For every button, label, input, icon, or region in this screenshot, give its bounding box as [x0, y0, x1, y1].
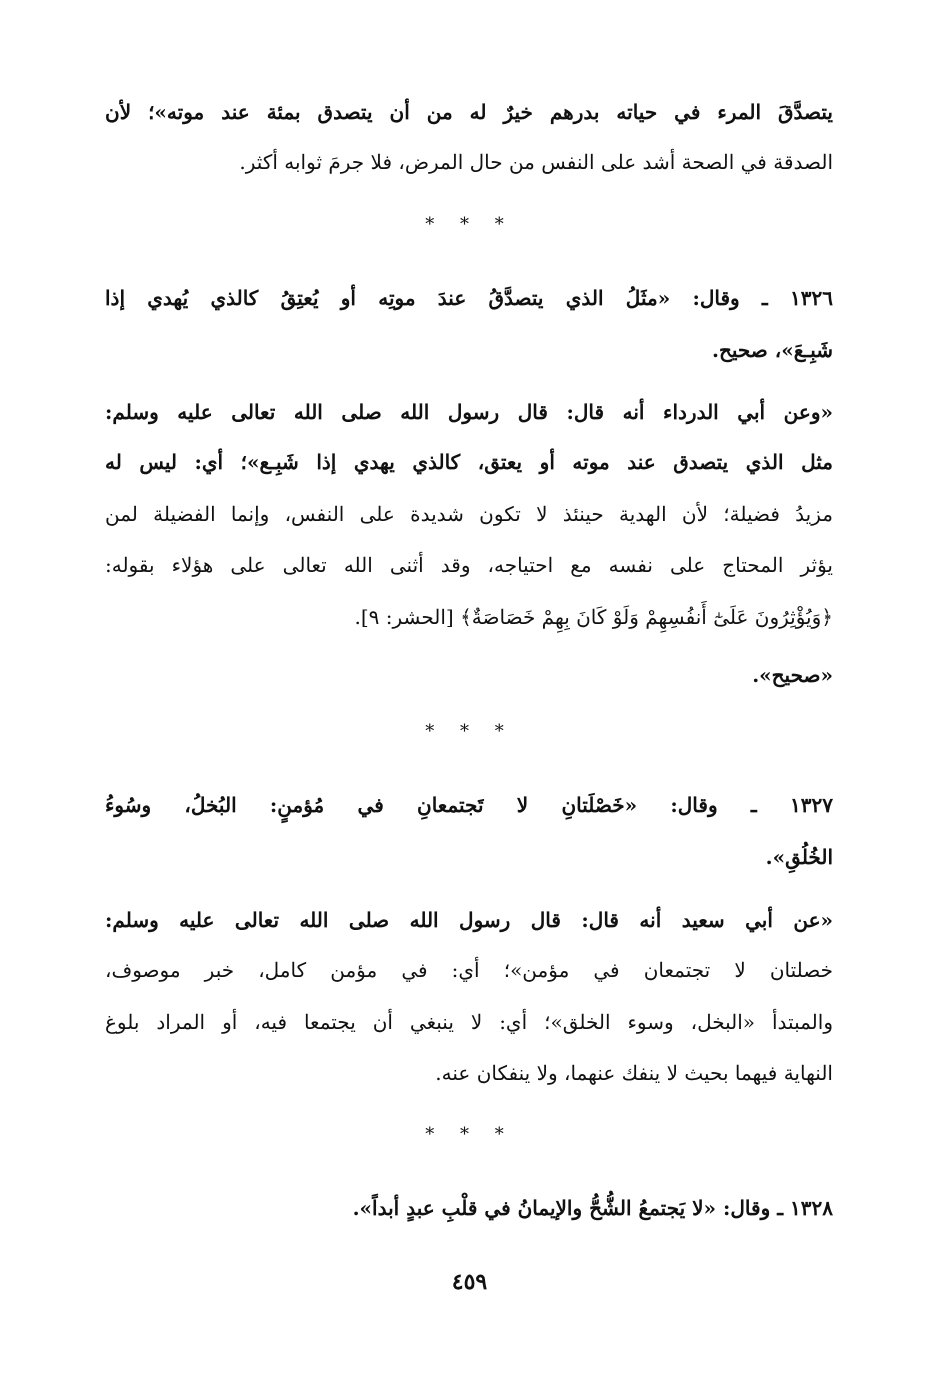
hadith-1326-line-1: ١٣٢٦ ـ وقال: «مثَلُ الذي يتصدَّقُ عندَ موتِه أو يُعتِقُ كالذي يُهدي إذا: [105, 286, 833, 310]
section-separator-1: * * *: [425, 214, 514, 235]
quran-verse-line: ﴿وَيُؤْثِرُونَ عَلَىٰٓ أَنفُسِهِمْ وَلَوْ كَانَ بِهِمْ خَصَاصَةٌ﴾ [الحشر: ٩].: [354, 605, 833, 629]
commentary-1326-line-1: «وعن أبي الدرداء أنه قال: قال رسول الله صلى الله تعالى عليه وسلم:: [105, 400, 833, 424]
commentary-1326-line-3: مزيدُ فضيلة؛ لأن الهدية حينئذ لا تكون شديدة على النفس، وإنما الفضيلة لمن: [105, 502, 833, 526]
hadith-1327-line-2: الخُلُقِ».: [765, 845, 833, 869]
hadith-1326-line-2: شَبِـعَ»، صحيح.: [711, 338, 833, 362]
commentary-1327-line-1: «عن أبي سعيد أنه قال: قال رسول الله صلى الله تعالى عليه وسلم:: [105, 908, 833, 932]
section-separator-2: * * *: [425, 721, 514, 742]
commentary-1326-line-4: يؤثر المحتاج على نفسه مع احتياجه، وقد أثنى الله تعالى على هؤلاء بقوله:: [105, 553, 833, 577]
text-line-1: يتصدَّقَ المرء في حياته بدرهم خيرٌ له من أن يتصدق بمئة عند موته»؛ لأن: [105, 100, 833, 124]
section-separator-3: * * *: [425, 1124, 514, 1145]
commentary-1326-line-2: مثل الذي يتصدق عند موته أو يعتق، كالذي يهدي إذا شَبِـع»؛ أي: ليس له: [105, 450, 833, 474]
hadith-1327-line-1: ١٣٢٧ ـ وقال: «خَصْلَتانِ لا تَجتمعانِ في مُؤمنٍ: البُخلُ، وسُوءُ: [105, 793, 833, 817]
commentary-1327-line-2: خصلتان لا تجتمعان في مؤمن»؛ أي: في مؤمن كامل، خبر موصوف،: [105, 958, 833, 982]
commentary-1327-line-4: النهاية فيهما بحيث لا ينفك عنهما، ولا ينفكان عنه.: [435, 1061, 833, 1085]
grading-line: «صحيح».: [752, 663, 833, 687]
text-line-2: الصدقة في الصحة أشد على النفس من حال المرض، فلا جرمَ ثوابه أكثر.: [239, 150, 833, 174]
commentary-1327-line-3: والمبتدأ «البخل، وسوء الخلق»؛ أي: لا ينبغي أن يجتمعا فيه، أو المراد بلوغ: [105, 1010, 833, 1034]
page-number: ٤٥٩: [451, 1269, 488, 1295]
hadith-1328-line-1: ١٣٢٨ ـ وقال: «لا يَجتمعُ الشُّحُّ والإيمانُ في قلْبِ عبدٍ أبداً».: [352, 1196, 833, 1220]
